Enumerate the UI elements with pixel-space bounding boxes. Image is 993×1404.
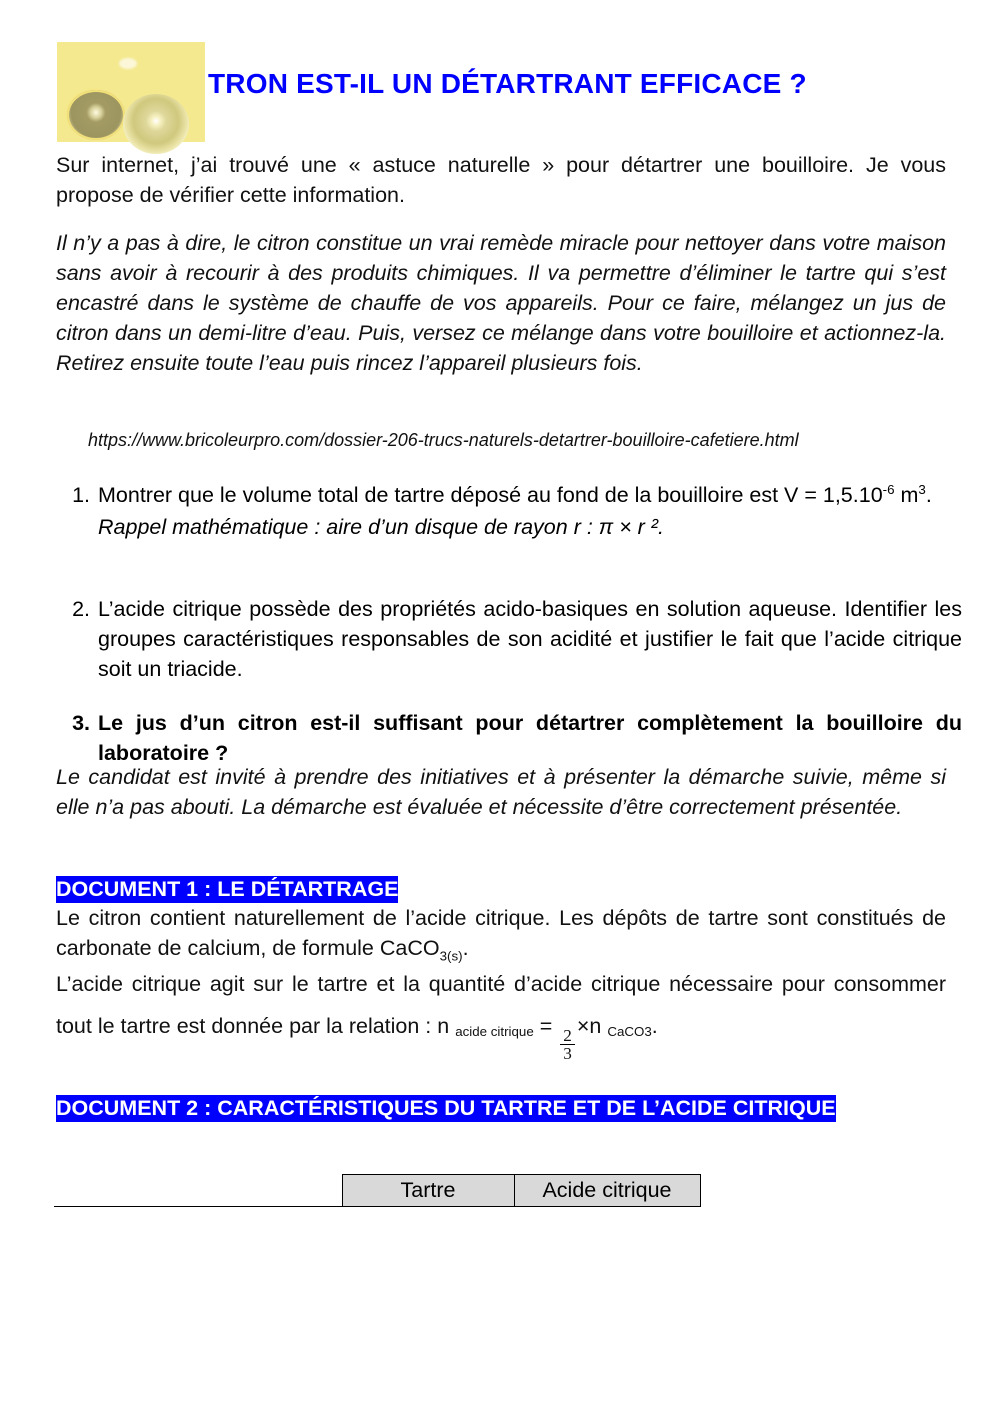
document-1-paragraph-1-text: Le citron contient naturellement de l’acide citrique. Les dépôts de tartre sont constitués de carbonate de calcium, de formule CaCO <box>56 906 946 960</box>
table-header-tartre: Tartre <box>342 1175 514 1207</box>
fraction-two-thirds <box>560 1027 575 1063</box>
question-2-number: 2. <box>72 597 90 621</box>
document-2-heading-text: DOCUMENT 2 : CARACTÉRISTIQUES DU TARTRE ET DE L’ACIDE CITRIQUE <box>56 1096 836 1120</box>
question-1-unit-exponent: 3 <box>918 481 926 497</box>
table-row <box>54 1175 700 1207</box>
question-2 <box>62 594 962 684</box>
question-1-text: Montrer que le volume total de tartre déposé au fond de la bouilloire est V = 1,5.10 <box>98 483 883 507</box>
document-1-relation-text: L’acide citrique agit sur le tartre et la quantité d’acide citrique nécessaire pour consommer tout le tartre est donnée par la relation : n <box>56 972 946 1038</box>
question-2-body: L’acide citrique possède des propriétés acido-basiques en solution aqueuse. Identifier les groupes caractéristiques responsables de son acidité et justifier le fait que l’acide citrique soit un triacide. <box>98 597 962 681</box>
question-1-unit: m <box>894 483 919 507</box>
question-1-math-note: Rappel mathématique : aire d’un disque de rayon r : π × r ². <box>98 515 664 539</box>
lemon-half-left <box>67 90 125 140</box>
document-1-heading <box>56 874 946 904</box>
lemons-image <box>57 42 205 142</box>
caco3-subscript: 3(s) <box>439 948 463 964</box>
question-1-period: . <box>925 483 932 507</box>
quote-paragraph: Il n’y a pas à dire, le citron constitue un vrai remède miracle pour nettoyer dans votre maison sans avoir à recourir à des produits chimiques. Il va permettre d’éliminer le tartre qui s’est encastré dans le système de chauffe de vos appareils. Pour ce faire, mélangez un jus de citron dans un demi-litre d’eau. Puis, versez ce mélange dans votre bouilloire et actionnez-la. Retirez ensuite toute l’eau puis rincez l’appareil plusieurs fois. <box>56 231 946 375</box>
fraction-denominator: 3 <box>560 1044 575 1063</box>
document-header <box>57 40 947 144</box>
relation-n: n <box>589 1014 608 1038</box>
candidate-note: Le candidat est invité à prendre des initiatives et à présenter la démarche suivie, même si elle n’a pas abouti. La démarche est évaluée et nécessite d’être correctement présentée. <box>56 765 946 819</box>
question-3-body: Le jus d’un citron est-il suffisant pour détartrer complètement la bouilloire du laboratoire ? <box>98 711 962 765</box>
question-1-body <box>98 480 962 542</box>
question-1-exponent: -6 <box>882 481 895 497</box>
document-1-paragraph-1-end: . <box>462 936 469 960</box>
multiply-icon: × <box>576 1014 590 1038</box>
fraction-numerator: 2 <box>563 1025 572 1045</box>
characteristics-table <box>54 1174 701 1207</box>
table-blank-header-cell <box>54 1175 342 1207</box>
question-3 <box>62 708 962 768</box>
quote-source-url[interactable]: https://www.bricoleurpro.com/dossier-206-trucs-naturels-detartrer-bouilloire-cafetiere.html <box>88 430 799 450</box>
page-title: TRON EST-IL UN DÉTARTRANT EFFICACE ? <box>208 68 807 99</box>
lemon-highlight <box>119 58 137 69</box>
document-2-heading <box>56 1093 946 1123</box>
question-1-number: 1. <box>72 483 90 507</box>
lemon-half-right <box>123 94 189 154</box>
subscript-caco3: CaCO3 <box>607 1024 652 1039</box>
question-1 <box>62 480 962 542</box>
document-1-heading-text: DOCUMENT 1 : LE DÉTARTRAGE <box>56 877 399 901</box>
document-1-paragraph-1 <box>56 903 946 963</box>
relation-equals: = <box>533 1014 559 1038</box>
subscript-acide-citrique: acide citrique <box>455 1024 534 1039</box>
intro-paragraph: Sur internet, j’ai trouvé une « astuce naturelle » pour détartrer une bouilloire. Je vous propose de vérifier cette information. <box>56 153 946 207</box>
table-header-acide-citrique: Acide citrique <box>514 1175 700 1207</box>
question-3-number: 3. <box>72 711 90 735</box>
relation-period: . <box>651 1014 658 1038</box>
document-1-paragraph-2 <box>56 963 946 1063</box>
